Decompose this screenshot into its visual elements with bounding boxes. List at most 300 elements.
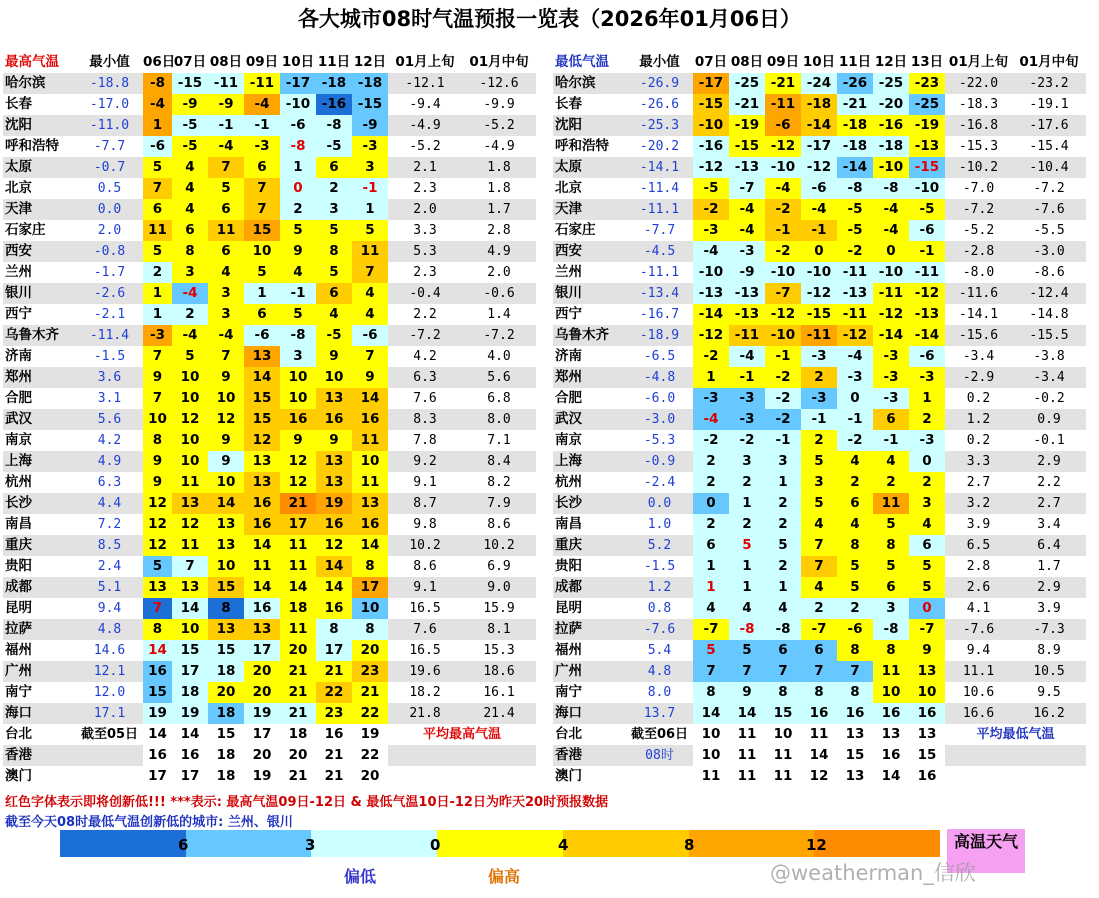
min-value: -2.4 bbox=[626, 472, 693, 493]
temp-cell: 19 bbox=[352, 724, 388, 745]
avg-value: 8.6 bbox=[388, 556, 462, 577]
page-title: 各大城市08时气温预报一览表（2026年01月06日） bbox=[297, 7, 802, 31]
legend-tick: 6 bbox=[178, 836, 189, 854]
city-row bbox=[3, 661, 536, 682]
temp-cell: -15 bbox=[352, 94, 388, 115]
temp-cell: -4 bbox=[208, 325, 244, 346]
temp-cell: 2 bbox=[729, 514, 765, 535]
min-value: -4.5 bbox=[626, 241, 693, 262]
temp-cell: 10 bbox=[693, 724, 729, 745]
temp-cell: 5 bbox=[873, 514, 909, 535]
temp-cell: -4 bbox=[693, 241, 729, 262]
avg-header: 01月中旬 bbox=[1019, 54, 1079, 70]
temp-cell: 3 bbox=[172, 262, 208, 283]
city-row bbox=[553, 409, 1086, 430]
temp-cell: -6 bbox=[280, 115, 316, 136]
temp-cell: -11 bbox=[909, 262, 945, 283]
city-row bbox=[553, 199, 1086, 220]
temp-cell: -3 bbox=[352, 136, 388, 157]
temp-cell: 11 bbox=[244, 556, 280, 577]
city-row bbox=[553, 766, 1086, 787]
temp-cell: 7 bbox=[172, 556, 208, 577]
temp-cell: 8 bbox=[208, 598, 244, 619]
avg-value: 3.3 bbox=[388, 220, 462, 241]
city-name: 海口 bbox=[3, 703, 76, 724]
temp-cell: 12 bbox=[172, 514, 208, 535]
temp-cell: 11 bbox=[873, 493, 909, 514]
temp-cell: 3 bbox=[352, 157, 388, 178]
temp-cell: -8 bbox=[837, 178, 873, 199]
temp-cell: 11 bbox=[280, 535, 316, 556]
temp-cell: 4 bbox=[801, 577, 837, 598]
avg-value: -7.2 bbox=[945, 199, 1012, 220]
temp-cell: 21 bbox=[316, 766, 352, 787]
avg-value: 3.9 bbox=[945, 514, 1012, 535]
temp-cell: 15 bbox=[909, 745, 945, 766]
temp-cell: -10 bbox=[280, 94, 316, 115]
temp-cell: 7 bbox=[801, 535, 837, 556]
avg-value: -2.8 bbox=[945, 241, 1012, 262]
avg-value: 2.2 bbox=[1012, 472, 1086, 493]
temp-cell: 1 bbox=[244, 283, 280, 304]
city-row bbox=[3, 556, 536, 577]
temp-cell: -4 bbox=[729, 346, 765, 367]
avg-value: -8.6 bbox=[1012, 262, 1086, 283]
min-value bbox=[76, 766, 143, 787]
temp-cell: 1 bbox=[693, 577, 729, 598]
avg-value: -7.6 bbox=[1012, 199, 1086, 220]
city-row bbox=[3, 682, 536, 703]
temp-cell: -14 bbox=[909, 325, 945, 346]
temp-cell: 15 bbox=[208, 724, 244, 745]
temp-cell: 6 bbox=[244, 157, 280, 178]
temp-cell: 5 bbox=[316, 262, 352, 283]
avg-value: 21.4 bbox=[462, 703, 536, 724]
avg-header: 01月中旬 bbox=[469, 54, 529, 70]
temp-cell: 10 bbox=[765, 724, 801, 745]
legend-swatch bbox=[123, 830, 189, 857]
min-value: -25.3 bbox=[626, 115, 693, 136]
avg-value bbox=[945, 766, 1012, 787]
avg-value: 9.5 bbox=[1012, 682, 1086, 703]
city-name: 成都 bbox=[3, 577, 76, 598]
temp-cell: 0 bbox=[909, 451, 945, 472]
temp-cell: 13 bbox=[208, 514, 244, 535]
temp-cell: 7 bbox=[208, 157, 244, 178]
avg-value: -9.4 bbox=[388, 94, 462, 115]
min-temp-table bbox=[553, 52, 1086, 787]
temp-cell: 18 bbox=[280, 598, 316, 619]
temp-cell: 22 bbox=[352, 745, 388, 766]
min-value: 2.4 bbox=[76, 556, 143, 577]
avg-value: -10.2 bbox=[945, 157, 1012, 178]
city-name: 郑州 bbox=[553, 367, 626, 388]
temp-cell: -5 bbox=[837, 199, 873, 220]
temp-cell: 8 bbox=[316, 241, 352, 262]
temp-cell: 3 bbox=[208, 304, 244, 325]
city-name: 济南 bbox=[3, 346, 76, 367]
avg-value: -7.2 bbox=[1012, 178, 1086, 199]
min-value: -11.4 bbox=[76, 325, 143, 346]
city-name: 广州 bbox=[3, 661, 76, 682]
avg-value: -22.0 bbox=[945, 73, 1012, 94]
city-name: 济南 bbox=[553, 346, 626, 367]
temp-cell: 20 bbox=[280, 745, 316, 766]
legend-low-label: 偏低 bbox=[344, 867, 377, 886]
temp-cell: 2 bbox=[765, 556, 801, 577]
temp-cell: 2 bbox=[729, 472, 765, 493]
temp-cell: 10 bbox=[909, 682, 945, 703]
legend-high-label: 偏高 bbox=[488, 867, 521, 886]
temp-cell: 2 bbox=[765, 493, 801, 514]
city-row bbox=[553, 682, 1086, 703]
temp-cell: -21 bbox=[765, 73, 801, 94]
temp-cell: 9 bbox=[729, 682, 765, 703]
city-name: 杭州 bbox=[3, 472, 76, 493]
city-name: 石家庄 bbox=[553, 220, 626, 241]
temp-cell: 8 bbox=[837, 535, 873, 556]
temp-cell: 8 bbox=[873, 640, 909, 661]
temp-cell: 17 bbox=[172, 766, 208, 787]
city-name: 南宁 bbox=[3, 682, 76, 703]
temp-cell: 10 bbox=[280, 388, 316, 409]
temp-cell: 13 bbox=[316, 388, 352, 409]
avg-value: 2.6 bbox=[945, 577, 1012, 598]
temp-cell: 6 bbox=[837, 493, 873, 514]
temp-cell: 5 bbox=[143, 556, 172, 577]
temp-cell: 5 bbox=[280, 220, 316, 241]
temp-cell: 2 bbox=[316, 178, 352, 199]
city-row bbox=[3, 619, 536, 640]
temp-cell: -25 bbox=[873, 73, 909, 94]
legend-tick: 4 bbox=[558, 836, 569, 854]
temp-cell: -10 bbox=[765, 325, 801, 346]
temp-cell: 5 bbox=[352, 220, 388, 241]
temp-cell: -16 bbox=[873, 115, 909, 136]
temp-cell: 6 bbox=[244, 304, 280, 325]
city-name: 长沙 bbox=[553, 493, 626, 514]
temp-cell: -7 bbox=[801, 619, 837, 640]
city-row bbox=[553, 283, 1086, 304]
min-value: -11.1 bbox=[626, 262, 693, 283]
city-name: 银川 bbox=[3, 283, 76, 304]
temp-cell: 15 bbox=[208, 577, 244, 598]
min-value: -7.7 bbox=[76, 136, 143, 157]
temp-cell: 6 bbox=[909, 535, 945, 556]
min-value: 13.7 bbox=[626, 703, 693, 724]
temp-cell: 16 bbox=[801, 703, 837, 724]
temp-cell: 9 bbox=[316, 346, 352, 367]
temp-cell: -26 bbox=[837, 73, 873, 94]
city-row bbox=[553, 94, 1086, 115]
temp-cell: 6 bbox=[143, 199, 172, 220]
min-value: 5.6 bbox=[76, 409, 143, 430]
temp-cell: 3 bbox=[909, 493, 945, 514]
avg-value: -18.3 bbox=[945, 94, 1012, 115]
temp-cell: 15 bbox=[837, 745, 873, 766]
temp-cell: 15 bbox=[765, 703, 801, 724]
city-row bbox=[3, 451, 536, 472]
min-value: -6.0 bbox=[626, 388, 693, 409]
city-name: 南京 bbox=[3, 430, 76, 451]
min-value: 0.0 bbox=[626, 493, 693, 514]
avg-value: 2.3 bbox=[388, 178, 462, 199]
city-name: 兰州 bbox=[3, 262, 76, 283]
temp-cell: 8 bbox=[352, 556, 388, 577]
avg-value: -12.1 bbox=[388, 73, 462, 94]
city-name: 长春 bbox=[3, 94, 76, 115]
temp-cell: 18 bbox=[208, 703, 244, 724]
temp-cell: -14 bbox=[693, 304, 729, 325]
min-value: 4.8 bbox=[76, 619, 143, 640]
city-row bbox=[553, 619, 1086, 640]
temp-cell: 13 bbox=[909, 724, 945, 745]
temp-cell: 8 bbox=[143, 619, 172, 640]
temp-cell: 12 bbox=[143, 514, 172, 535]
avg-value: 0.2 bbox=[945, 430, 1012, 451]
avg-value: 1.7 bbox=[462, 199, 536, 220]
temp-cell: 11 bbox=[729, 766, 765, 787]
min-value: -7.7 bbox=[626, 220, 693, 241]
temp-cell: -12 bbox=[801, 157, 837, 178]
avg-value: 8.9 bbox=[1012, 640, 1086, 661]
avg-value: 1.8 bbox=[462, 178, 536, 199]
city-row bbox=[3, 346, 536, 367]
avg-value: 7.9 bbox=[462, 493, 536, 514]
avg-value: 6.3 bbox=[388, 367, 462, 388]
city-row bbox=[3, 724, 536, 745]
temp-cell: -4 bbox=[172, 283, 208, 304]
min-value: 12.1 bbox=[76, 661, 143, 682]
avg-value bbox=[1012, 766, 1086, 787]
city-row bbox=[3, 115, 536, 136]
city-name: 昆明 bbox=[553, 598, 626, 619]
temp-cell: -21 bbox=[729, 94, 765, 115]
temp-cell: 16 bbox=[873, 703, 909, 724]
temp-cell: 3 bbox=[316, 199, 352, 220]
temp-cell: -6 bbox=[143, 136, 172, 157]
temp-cell: -1 bbox=[765, 220, 801, 241]
avg-value: 2.7 bbox=[945, 472, 1012, 493]
temp-cell: 13 bbox=[316, 472, 352, 493]
temp-cell: 1 bbox=[280, 157, 316, 178]
temp-cell: 21 bbox=[280, 682, 316, 703]
city-row bbox=[3, 409, 536, 430]
temp-cell: 0 bbox=[909, 598, 945, 619]
temp-cell: -3 bbox=[909, 367, 945, 388]
city-name: 福州 bbox=[3, 640, 76, 661]
temp-cell: -19 bbox=[729, 115, 765, 136]
temp-cell: 22 bbox=[352, 703, 388, 724]
avg-value: -3.0 bbox=[1012, 241, 1086, 262]
temp-cell: 5 bbox=[244, 262, 280, 283]
city-name: 太原 bbox=[553, 157, 626, 178]
avg-value: 8.2 bbox=[462, 472, 536, 493]
city-row bbox=[553, 451, 1086, 472]
temp-cell: 8 bbox=[352, 619, 388, 640]
min-value: -26.9 bbox=[626, 73, 693, 94]
temp-cell: -1 bbox=[208, 115, 244, 136]
temp-cell: -12 bbox=[837, 325, 873, 346]
city-name: 郑州 bbox=[3, 367, 76, 388]
city-row bbox=[3, 304, 536, 325]
temp-cell: 11 bbox=[280, 619, 316, 640]
temp-cell: 13 bbox=[316, 451, 352, 472]
avg-value: 7.8 bbox=[388, 430, 462, 451]
temp-cell: -14 bbox=[873, 325, 909, 346]
city-name: 沈阳 bbox=[553, 115, 626, 136]
temp-cell: 6 bbox=[801, 640, 837, 661]
city-name: 长沙 bbox=[3, 493, 76, 514]
city-row bbox=[553, 73, 1086, 94]
temp-cell: 4 bbox=[352, 283, 388, 304]
temp-cell: -5 bbox=[909, 199, 945, 220]
temp-cell: 16 bbox=[244, 598, 280, 619]
temp-cell: 12 bbox=[143, 493, 172, 514]
temp-cell: 6 bbox=[693, 535, 729, 556]
city-row bbox=[3, 136, 536, 157]
temp-cell: 12 bbox=[801, 766, 837, 787]
legend-swatch bbox=[877, 830, 940, 857]
temp-cell: 9 bbox=[316, 430, 352, 451]
temp-cell: -1 bbox=[280, 283, 316, 304]
temp-cell: -7 bbox=[693, 619, 729, 640]
table-label: 最低气温 bbox=[555, 54, 609, 70]
temp-cell: 1 bbox=[693, 556, 729, 577]
temp-cell: 17 bbox=[280, 514, 316, 535]
avg-value: 18.2 bbox=[388, 682, 462, 703]
temp-cell: 5 bbox=[873, 556, 909, 577]
temp-cell: 4 bbox=[172, 157, 208, 178]
avg-value: -8.0 bbox=[945, 262, 1012, 283]
temp-cell: 19 bbox=[244, 703, 280, 724]
temp-cell: 20 bbox=[352, 640, 388, 661]
avg-value: 2.2 bbox=[388, 304, 462, 325]
temp-cell: 15 bbox=[208, 640, 244, 661]
temp-cell: 19 bbox=[316, 493, 352, 514]
city-row bbox=[553, 598, 1086, 619]
temp-cell: 7 bbox=[801, 661, 837, 682]
city-name: 杭州 bbox=[553, 472, 626, 493]
city-name: 乌鲁木齐 bbox=[3, 325, 76, 346]
legend-swatch bbox=[626, 830, 689, 857]
avg-value: -3.4 bbox=[1012, 367, 1086, 388]
temp-cell: -9 bbox=[729, 262, 765, 283]
city-row bbox=[553, 724, 1086, 745]
min-value: -2.6 bbox=[76, 283, 143, 304]
temp-cell: 11 bbox=[693, 766, 729, 787]
day-header: 08日 bbox=[209, 54, 243, 70]
temp-cell: 6 bbox=[873, 577, 909, 598]
temp-cell: 8 bbox=[801, 682, 837, 703]
temp-cell: -4 bbox=[172, 325, 208, 346]
temp-cell: 4 bbox=[765, 598, 801, 619]
city-name: 石家庄 bbox=[3, 220, 76, 241]
temp-cell: 5 bbox=[208, 178, 244, 199]
temp-cell: -17 bbox=[693, 73, 729, 94]
avg-value: -5.5 bbox=[1012, 220, 1086, 241]
legend-swatch bbox=[689, 830, 752, 857]
avg-value: 10.5 bbox=[1012, 661, 1086, 682]
temp-cell: 7 bbox=[801, 556, 837, 577]
min-value: 5.2 bbox=[626, 535, 693, 556]
temp-cell: 2 bbox=[172, 304, 208, 325]
temp-cell: 1 bbox=[352, 199, 388, 220]
min-value: -0.9 bbox=[626, 451, 693, 472]
min-value: 3.6 bbox=[76, 367, 143, 388]
temp-cell: -3 bbox=[801, 346, 837, 367]
city-name: 南昌 bbox=[553, 514, 626, 535]
temp-cell: 6 bbox=[172, 220, 208, 241]
city-name: 台北 bbox=[553, 724, 626, 745]
temp-cell: 14 bbox=[172, 598, 208, 619]
temp-cell: -4 bbox=[729, 199, 765, 220]
temp-cell: -2 bbox=[837, 241, 873, 262]
temp-cell: -10 bbox=[693, 115, 729, 136]
avg-value: 10.6 bbox=[945, 682, 1012, 703]
temp-cell: -15 bbox=[693, 94, 729, 115]
table-label: 最高气温 bbox=[5, 54, 59, 70]
temp-cell: -5 bbox=[837, 220, 873, 241]
temp-cell: -10 bbox=[873, 262, 909, 283]
temp-cell: 7 bbox=[143, 598, 172, 619]
avg-value: 2.9 bbox=[1012, 451, 1086, 472]
temp-cell: -3 bbox=[693, 388, 729, 409]
city-name: 澳门 bbox=[3, 766, 76, 787]
temp-cell: 9 bbox=[208, 451, 244, 472]
temp-cell: -8 bbox=[143, 73, 172, 94]
avg-value: 2.8 bbox=[945, 556, 1012, 577]
temp-cell: 10 bbox=[172, 388, 208, 409]
min-value: 1.0 bbox=[626, 514, 693, 535]
temp-cell: 14 bbox=[316, 556, 352, 577]
temp-cell: 2 bbox=[909, 409, 945, 430]
city-name: 哈尔滨 bbox=[3, 73, 76, 94]
city-name: 南昌 bbox=[3, 514, 76, 535]
day-header: 11日 bbox=[317, 54, 351, 70]
city-name: 长春 bbox=[553, 94, 626, 115]
min-value: 0.0 bbox=[76, 199, 143, 220]
city-row bbox=[3, 283, 536, 304]
temp-cell: -3 bbox=[244, 136, 280, 157]
temp-cell: -6 bbox=[909, 220, 945, 241]
temp-cell: 12 bbox=[316, 535, 352, 556]
temp-cell: -3 bbox=[873, 367, 909, 388]
min-value-header: 最小值 bbox=[639, 54, 680, 70]
city-row bbox=[553, 472, 1086, 493]
temp-cell: 5 bbox=[765, 535, 801, 556]
temp-cell: 16 bbox=[352, 514, 388, 535]
temp-cell: -3 bbox=[693, 220, 729, 241]
temp-cell: 17 bbox=[244, 724, 280, 745]
temp-cell: -3 bbox=[143, 325, 172, 346]
temp-cell: 11 bbox=[729, 724, 765, 745]
city-name: 乌鲁木齐 bbox=[553, 325, 626, 346]
day-header: 07日 bbox=[694, 54, 728, 70]
temp-cell: -4 bbox=[873, 199, 909, 220]
avg-value: -19.1 bbox=[1012, 94, 1086, 115]
temp-cell: 9 bbox=[909, 640, 945, 661]
temp-cell: 21 bbox=[280, 766, 316, 787]
temp-cell: -6 bbox=[765, 115, 801, 136]
temp-cell: 8 bbox=[172, 241, 208, 262]
avg-value: 2.7 bbox=[1012, 493, 1086, 514]
temp-cell: 16 bbox=[909, 703, 945, 724]
temp-cell: 4 bbox=[837, 514, 873, 535]
avg-value: -23.2 bbox=[1012, 73, 1086, 94]
temp-cell: -2 bbox=[765, 409, 801, 430]
avg-value: 2.9 bbox=[1012, 577, 1086, 598]
